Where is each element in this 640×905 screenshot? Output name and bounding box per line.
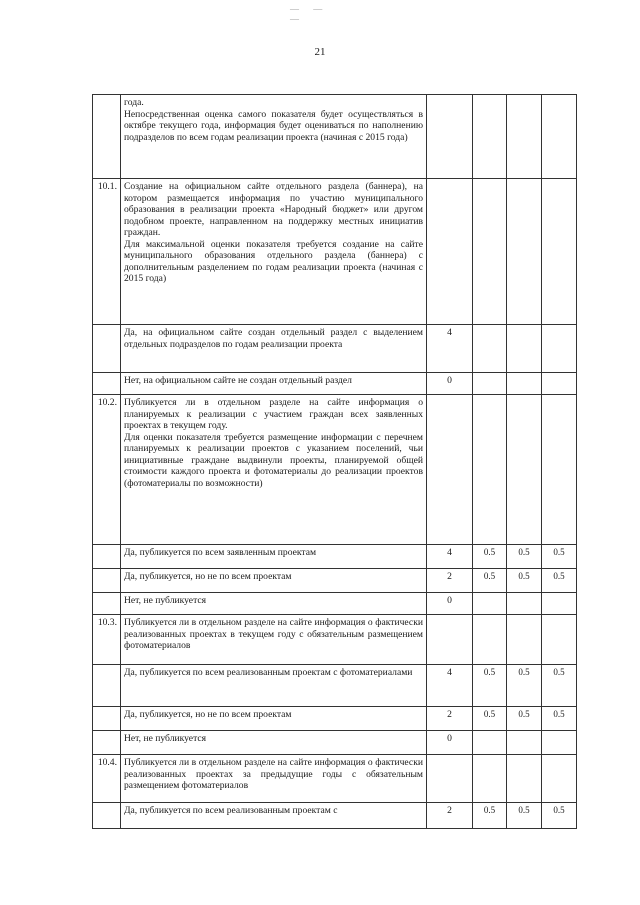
table-row	[93, 755, 577, 803]
sub-score-cell-3	[542, 325, 577, 373]
table-row	[93, 803, 577, 829]
item-number	[93, 731, 121, 755]
sub-score-cell-3	[542, 95, 577, 179]
score-cell	[427, 179, 473, 325]
top-mark: — — —	[290, 4, 329, 24]
item-number: 10.2.	[93, 395, 121, 545]
table-row	[93, 395, 577, 545]
criterion-paragraph: Нет, не публикуется	[124, 733, 207, 744]
table-row	[93, 95, 577, 179]
criterion-paragraph: Да, публикуется по всем реализованным проектам с фотоматериалами	[124, 667, 413, 678]
criterion-paragraph: Да, публикуется по всем реализованным проектам с	[124, 805, 338, 816]
table-row	[93, 569, 577, 593]
table-row	[93, 707, 577, 731]
sub-score-cell-2	[507, 373, 542, 395]
table-row	[93, 545, 577, 569]
sub-score-cell-1	[473, 615, 507, 665]
sub-score-cell-2	[507, 325, 542, 373]
item-number	[93, 665, 121, 707]
criterion-paragraph: Да, на официальном сайте создан отдельный раздел с выделением отдельных подразделов по годам реализации проекта	[124, 327, 423, 350]
sub-score-cell-2: 0.5	[507, 569, 542, 593]
sub-score-cell-1	[473, 593, 507, 615]
criterion-text	[121, 593, 427, 615]
criterion-paragraph: Нет, не публикуется	[124, 595, 207, 606]
criterion-text	[121, 95, 427, 179]
sub-score-cell-2: 0.5	[507, 707, 542, 731]
criterion-text	[121, 325, 427, 373]
criteria-table	[92, 94, 577, 829]
criterion-text	[121, 731, 427, 755]
sub-score-cell-2	[507, 179, 542, 325]
item-number	[93, 593, 121, 615]
item-number: 10.3.	[93, 615, 121, 665]
sub-score-cell-2: 0.5	[507, 803, 542, 829]
sub-score-cell-1	[473, 395, 507, 545]
sub-score-cell-1	[473, 731, 507, 755]
item-number	[93, 707, 121, 731]
sub-score-cell-2	[507, 615, 542, 665]
score-cell: 2	[427, 803, 473, 829]
criterion-text	[121, 803, 427, 829]
sub-score-cell-1: 0.5	[473, 803, 507, 829]
sub-score-cell-1: 0.5	[473, 665, 507, 707]
sub-score-cell-3	[542, 593, 577, 615]
table-row	[93, 325, 577, 373]
table-row	[93, 615, 577, 665]
criterion-text	[121, 569, 427, 593]
sub-score-cell-1	[473, 325, 507, 373]
criterion-paragraph: Нет, на официальном сайте не создан отдельный раздел	[124, 375, 352, 386]
criterion-paragraph: Для оценки показателя требуется размещение информации с перечнем планируемых к реализации проектов с указанием поселений, чьи инициативные граждане выдвинули проекты, планируемой общей стоимости каждого проекта и фотоматериалы до реализации проектов (фотоматериалы по возможности)	[124, 431, 423, 489]
sub-score-cell-3: 0.5	[542, 707, 577, 731]
sub-score-cell-3: 0.5	[542, 803, 577, 829]
score-cell: 2	[427, 569, 473, 593]
item-number	[93, 803, 121, 829]
criterion-text	[121, 373, 427, 395]
page-number: 21	[314, 46, 326, 58]
criterion-paragraph: Да, публикуется, но не по всем проектам	[124, 571, 292, 582]
sub-score-cell-3	[542, 731, 577, 755]
sub-score-cell-1	[473, 95, 507, 179]
score-cell	[427, 395, 473, 545]
score-cell: 4	[427, 325, 473, 373]
sub-score-cell-3: 0.5	[542, 545, 577, 569]
criterion-paragraph: Публикуется ли в отдельном разделе на сайте информация о фактически реализованных проектах в текущем году с обязательным размещением фотоматериалов	[124, 617, 423, 651]
sub-score-cell-3	[542, 395, 577, 545]
table-row	[93, 665, 577, 707]
criterion-paragraph: Да, публикуется по всем заявленным проектам	[124, 547, 317, 558]
criterion-paragraph: Публикуется ли в отдельном разделе на сайте информация о планируемых к реализации с участием граждан всех заявленных проектах в текущем году.	[124, 397, 423, 431]
score-cell: 0	[427, 373, 473, 395]
criterion-text	[121, 755, 427, 803]
sub-score-cell-3	[542, 615, 577, 665]
sub-score-cell-3	[542, 373, 577, 395]
score-cell: 0	[427, 731, 473, 755]
sub-score-cell-2	[507, 95, 542, 179]
criteria-table-body	[93, 95, 577, 829]
criterion-paragraph: года.	[124, 97, 144, 108]
criterion-text	[121, 545, 427, 569]
sub-score-cell-2: 0.5	[507, 545, 542, 569]
item-number	[93, 95, 121, 179]
criterion-paragraph: Создание на официальном сайте отдельного раздела (баннера), на котором размещается информация по участию муниципального образования в реализации проекта «Народный бюджет» или другом подобном проекте, направленном на поддержку местных инициатив граждан.	[124, 181, 423, 238]
sub-score-cell-3	[542, 755, 577, 803]
sub-score-cell-3	[542, 179, 577, 325]
score-cell	[427, 755, 473, 803]
sub-score-cell-1: 0.5	[473, 569, 507, 593]
sub-score-cell-2: 0.5	[507, 665, 542, 707]
score-cell: 2	[427, 707, 473, 731]
sub-score-cell-2	[507, 731, 542, 755]
sub-score-cell-2	[507, 755, 542, 803]
item-number: 10.1.	[93, 179, 121, 325]
criterion-text	[121, 179, 427, 325]
score-cell: 4	[427, 665, 473, 707]
table-row	[93, 593, 577, 615]
item-number	[93, 545, 121, 569]
score-cell: 4	[427, 545, 473, 569]
criterion-paragraph: Для максимальной оценки показателя требуется создание на сайте муниципального образования отдельного раздела (баннера) с дополнительным разделением по годам реализации проекта (начиная с 2015 года)	[124, 238, 423, 284]
criterion-paragraph: Да, публикуется, но не по всем проектам	[124, 709, 292, 720]
criterion-text	[121, 707, 427, 731]
item-number	[93, 569, 121, 593]
item-number	[93, 373, 121, 395]
criterion-text	[121, 665, 427, 707]
sub-score-cell-1	[473, 179, 507, 325]
table-row	[93, 731, 577, 755]
sub-score-cell-1	[473, 373, 507, 395]
criterion-text	[121, 395, 427, 545]
table-row	[93, 179, 577, 325]
score-cell	[427, 95, 473, 179]
item-number: 10.4.	[93, 755, 121, 803]
score-cell: 0	[427, 593, 473, 615]
sub-score-cell-1	[473, 755, 507, 803]
score-cell	[427, 615, 473, 665]
sub-score-cell-3: 0.5	[542, 665, 577, 707]
sub-score-cell-1: 0.5	[473, 707, 507, 731]
item-number	[93, 325, 121, 373]
sub-score-cell-2	[507, 593, 542, 615]
criterion-text	[121, 615, 427, 665]
sub-score-cell-1: 0.5	[473, 545, 507, 569]
table-row	[93, 373, 577, 395]
criterion-paragraph: Непосредственная оценка самого показателя будет осуществляться в октябре текущего года, информация будет оцениваться по наполнению подразделов по всем годам реализации проекта (начиная с 2015 года)	[124, 108, 423, 143]
criterion-paragraph: Публикуется ли в отдельном разделе на сайте информация о фактически реализованных проектах за предыдущие годы с обязательным размещением фотоматериалов	[124, 757, 423, 791]
sub-score-cell-2	[507, 395, 542, 545]
sub-score-cell-3: 0.5	[542, 569, 577, 593]
